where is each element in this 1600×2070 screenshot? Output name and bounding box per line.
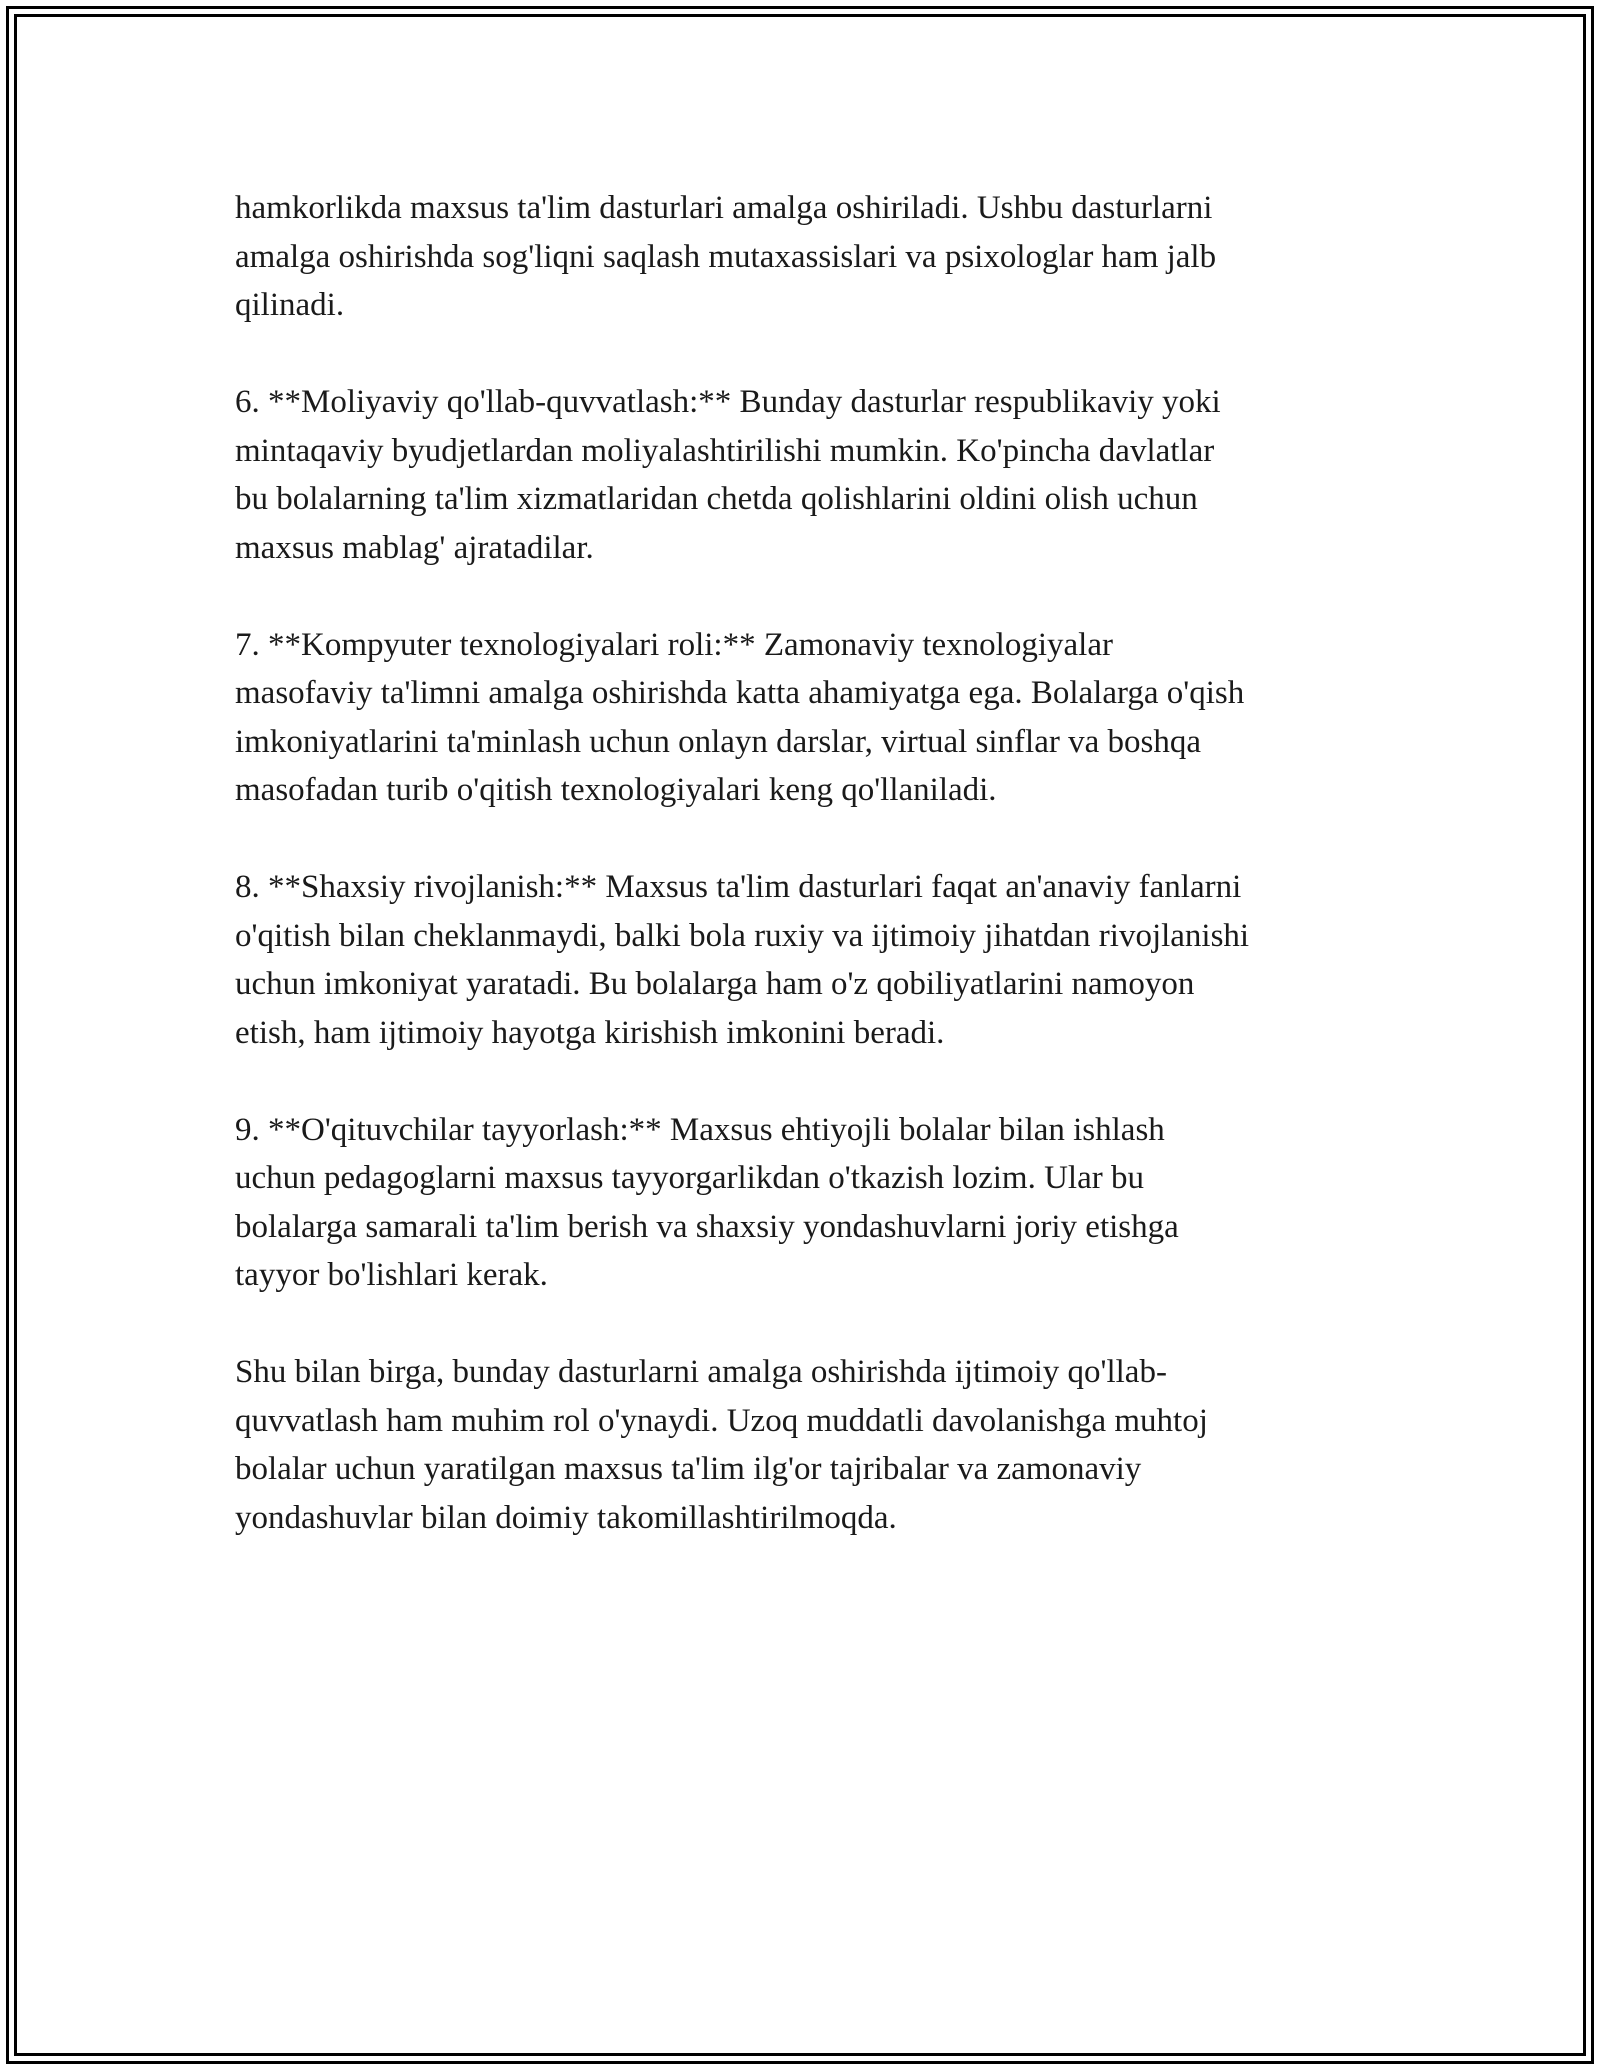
paragraph-intro-continuation: hamkorlikda maxsus ta'lim dasturlari amalga oshiriladi. Ushbu dasturlarni amalga oshirishda sog'liqni saqlash mutaxassislari va psixologlar ham jalb qilinadi. xyxy=(235,190,1217,323)
document-body xyxy=(235,184,1365,1591)
paragraph-item-6-financial-support: 6. **Moliyaviy qo'llab-quvvatlash:** Bunday dasturlar respublikaviy yoki mintaqaviy byudjetlardan moliyalashtirilishi mumkin. Ko'pincha davlatlar bu bolalarning ta'lim xizmatlaridan chetda qolishlarini oldini olish uchun maxsus mablag' ajratadilar. xyxy=(235,384,1221,566)
paragraph-item-8-personal-development: 8. **Shaxsiy rivojlanish:** Maxsus ta'lim dasturlari faqat an'anaviy fanlarni o'qitish bilan cheklanmaydi, balki bola ruxiy va ijtimoiy jihatdan rivojlanishi uchun imkoniyat yaratadi. Bu bolalarga ham o'z qobiliyatlarini namoyon etish, ham ijtimoiy hayotga kirishish imkonini beradi. xyxy=(235,869,1250,1051)
paragraph-item-7-computer-technology: 7. **Kompyuter texnologiyalari roli:** Zamonaviy texnologiyalar masofaviy ta'limni amalga oshirishda katta ahamiyatga ega. Bolalarga o'qish imkoniyatlarini ta'minlash uchun onlayn darslar, virtual sinflar va boshqa masofadan turib o'qitish texnologiyalari keng qo'llaniladi. xyxy=(235,626,1245,808)
paragraph-conclusion: Shu bilan birga, bunday dasturlarni amalga oshirishda ijtimoiy qo'llab- quvvatlash ham muhim rol o'ynaydi. Uzoq muddatli davolanishga muhtoj bolalar uchun yaratilgan maxsus ta'lim ilg'or tajribalar va zamonaviy yondashuvlar bilan doimiy takomillashtirilmoqda. xyxy=(235,1354,1208,1536)
paragraph-item-9-teacher-training: 9. **O'qituvchilar tayyorlash:** Maxsus ehtiyojli bolalar bilan ishlash uchun pedagoglarni maxsus tayyorgarlikdan o'tkazish lozim. Ular bu bolalarga samarali ta'lim berish va shaxsiy yondashuvlarni joriy etishga tayyor bo'lishlari kerak. xyxy=(235,1111,1179,1293)
